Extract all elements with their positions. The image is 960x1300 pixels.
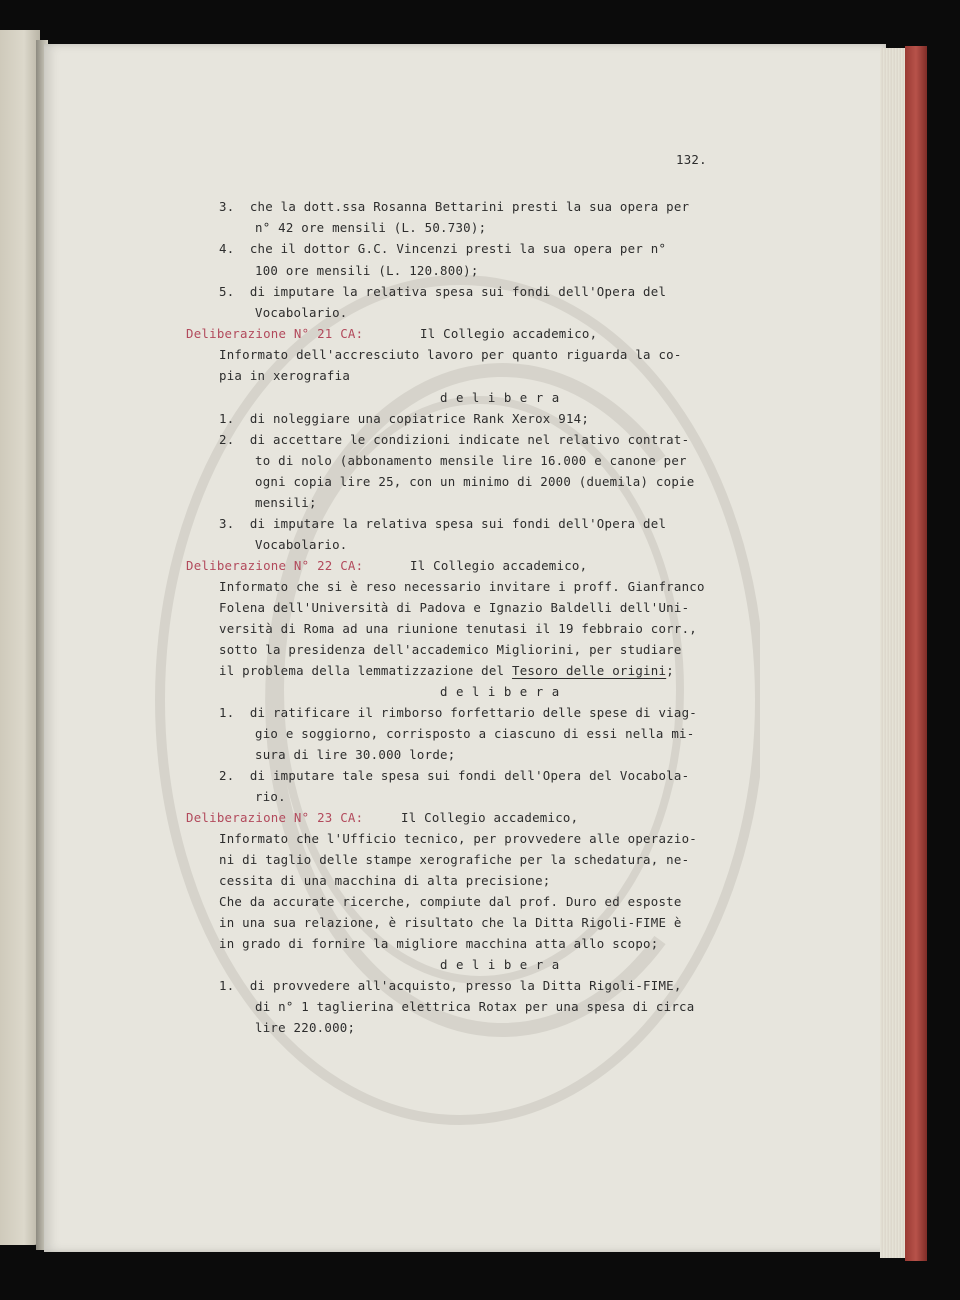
underlined-title: Tesoro delle origini [511,663,667,678]
text-line: 2. di imputare tale spesa sui fondi dell'Opera del Vocabola- [219,768,690,783]
text-line: 1. di provvedere all'acquisto, presso la Ditta Rigoli-FIME, [219,978,682,993]
text-line: cessita di una macchina di alta precisione; [219,873,551,888]
text-line: sotto la presidenza dell'accademico Migliorini, per studiare [219,642,682,657]
deliberation-heading: Il Collegio accademico, [420,326,598,341]
text-line: 3. che la dott.ssa Rosanna Bettarini presti la sua opera per [219,199,690,214]
text-line: ogni copia lire 25, con un minimo di 2000 (duemila) copie [255,474,695,489]
text-line: di n° 1 taglierina elettrica Rotax per una spesa di circa [255,999,695,1014]
text-fragment: il problema della lemmatizzazione del [219,663,512,678]
deliberation-heading: Il Collegio accademico, [410,558,588,573]
delibera-heading: delibera [440,957,568,972]
text-line: 4. che il dottor G.C. Vincenzi presti la sua opera per n° [219,241,667,256]
page-number: 132. [676,152,707,167]
text-line: pia in xerografia [219,368,351,383]
text-line: sura di lire 30.000 lorde; [255,747,456,762]
text-line: 1. di ratificare il rimborso forfettario delle spese di viag- [219,705,698,720]
text-line: Vocabolario. [255,537,348,552]
text-line: Vocabolario. [255,305,348,320]
deliberation-label: Deliberazione N° 21 CA: [186,326,364,341]
text-line: in una sua relazione, è risultato che la Ditta Rigoli-FIME è [219,915,682,930]
text-line: Informato dell'accresciuto lavoro per quanto riguarda la co- [219,347,682,362]
text-line: Informato che l'Ufficio tecnico, per provvedere alle operazio- [219,831,698,846]
text-line: mensili; [255,495,317,510]
delibera-heading: delibera [440,684,568,699]
text-line: n° 42 ore mensili (L. 50.730); [255,220,487,235]
text-line: 100 ore mensili (L. 120.800); [255,263,479,278]
text-fragment: ; [666,663,674,678]
deliberation-label: Deliberazione N° 22 CA: [186,558,364,573]
text-line: Informato che si è reso necessario invitare i proff. Gianfranco [219,579,705,594]
text-line: rio. [255,789,286,804]
text-line: 1. di noleggiare una copiatrice Rank Xerox 914; [219,411,590,426]
text-line: versità di Roma ad una riunione tenutasi il 19 febbraio corr., [219,621,698,636]
delibera-heading: delibera [440,390,568,405]
text-line: ni di taglio delle stampe xerografiche per la schedatura, ne- [219,852,690,867]
text-line: Folena dell'Università di Padova e Ignazio Baldelli dell'Uni- [219,600,690,615]
text-line [219,663,674,679]
text-line: gio e soggiorno, corrisposto a ciascuno di essi nella mi- [255,726,695,741]
text-line: 3. di imputare la relativa spesa sui fondi dell'Opera del [219,516,667,531]
text-line: 2. di accettare le condizioni indicate nel relativo contrat- [219,432,690,447]
text-line: 5. di imputare la relativa spesa sui fondi dell'Opera del [219,284,667,299]
text-line: to di nolo (abbonamento mensile lire 16.000 e canone per [255,453,687,468]
text-line: Che da accurate ricerche, compiute dal prof. Duro ed esposte [219,894,682,909]
deliberation-label: Deliberazione N° 23 CA: [186,810,364,825]
deliberation-heading: Il Collegio accademico, [401,810,579,825]
text-line: lire 220.000; [255,1020,356,1035]
text-line: in grado di fornire la migliore macchina atta allo scopo; [219,936,659,951]
